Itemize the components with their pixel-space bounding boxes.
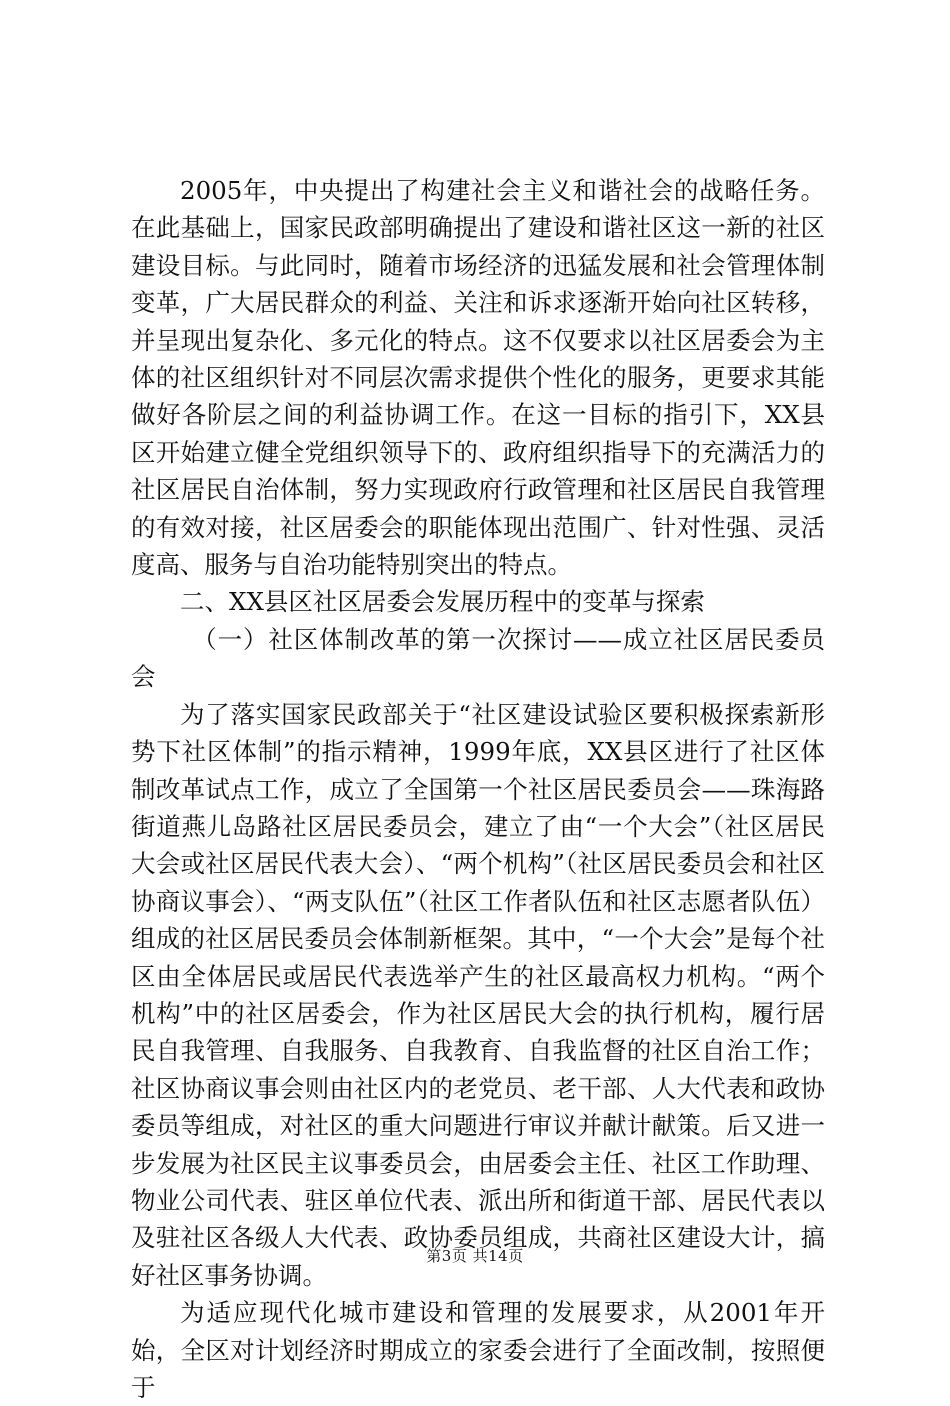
body-paragraph: 为适应现代化城市建设和管理的发展要求，从2001年开始，全区对计划经济时期成立的家委会进行了全面改制，按照便于 — [131, 1298, 825, 1402]
page-number-footer: 第3页 共14页 — [426, 1247, 524, 1265]
body-paragraph: 为了落实国家民政部关于“社区建设试验区要积极探索新形势下社区体制”的指示精神，1999年底，XX县区进行了社区体制改革试点工作，成立了全国第一个社区居民委员会——珠海路街道燕儿岛路社区居民委员会，建立了由“一个大会”（社区居民大会或社区居民代表大会）、“两个机构”（社区居民委员会和社区协商议事会）、“两支队伍”（社区工作者队伍和社区志愿者队伍）组成的社区居民委员会体制新框架。其中，“一个大会”是每个社区由全体居民或居民代表选举产生的社区最高权力机构。“两个机构”中的社区居委会，作为社区居民大会的执行机构，履行居民自我管理、自我服务、自我教育、自我监督的社区自治工作；社区协商议事会则由社区内的老党员、老干部、人大代表和政协委员等组成，对社区的重大问题进行审议并献计献策。后又进一步发展为社区民主议事委员会，由居委会主任、社区工作助理、物业公司代表、驻区单位代表、派出所和街道干部、居民代表以及驻社区各级人大代表、政协委员组成，共商社区建设大计，搞好社区事务协调。 — [131, 699, 825, 1290]
document-body — [131, 172, 825, 1406]
subsection-heading: （一）社区体制改革的第一次探讨——成立社区居民委员会 — [131, 624, 825, 692]
section-heading: 二、XX县区社区居委会发展历程中的变革与探索 — [180, 587, 705, 617]
body-paragraph: 2005年，中央提出了构建社会主义和谐社会的战略任务。在此基础上，国家民政部明确提出了建设和谐社区这一新的社区建设目标。与此同时，随着市场经济的迅猛发展和社会管理体制变革，广大居民群众的利益、关注和诉求逐渐开始向社区转移，并呈现出复杂化、多元化的特点。这不仅要求以社区居委会为主体的社区组织针对不同层次需求提供个性化的服务，更要求其能做好各阶层之间的利益协调工作。在这一目标的指引下，XX县区开始建立健全党组织领导下的、政府组织指导下的充满活力的社区居民自治体制，努力实现政府行政管理和社区居民自我管理的有效对接，社区居委会的职能体现出范围广、针对性强、灵活度高、服务与自治功能特别突出的特点。 — [131, 176, 825, 580]
